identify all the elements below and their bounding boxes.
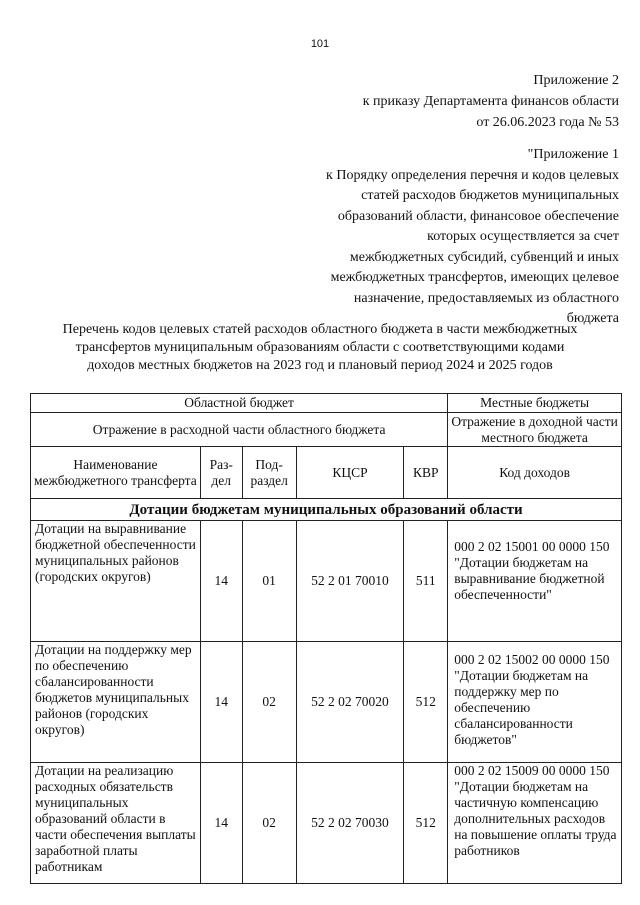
subsection-cell: 01: [242, 521, 296, 642]
order-line: межбюджетных трансфертов, имеющих целевое: [330, 270, 619, 285]
appendix-line-2: к приказу Департамента финансов области: [362, 94, 619, 109]
column-header-income-code: Код доходов: [448, 447, 622, 499]
subsection-cell: 02: [242, 642, 296, 763]
order-line: бюджета: [566, 311, 619, 326]
order-line: которых осуществляется за счет: [427, 229, 619, 244]
header-regional-expense: Отражение в расходной части областного бюджета: [31, 413, 448, 447]
order-line: к Порядку определения перечня и кодов целевых: [326, 167, 619, 183]
income-code-cell: 000 2 02 15009 00 0000 150 "Дотации бюджетам на частичную компенсацию дополнительных расходов на повышение оплаты труда работников: [448, 763, 622, 884]
header-local-income: Отражение в доходной части местного бюджета: [448, 413, 622, 447]
column-header-name: Наименование межбюджетного трансферта: [31, 447, 201, 499]
section-cell: 14: [200, 763, 242, 884]
kvr-cell: 512: [404, 642, 448, 763]
column-header-subsection: Под-раздел: [242, 447, 296, 499]
order-reference: [259, 145, 619, 330]
column-header-section: Раз-дел: [200, 447, 242, 499]
document-title: [20, 321, 620, 375]
page-number: 101: [310, 38, 330, 50]
subsection-cell: 02: [242, 763, 296, 884]
title-line: доходов местных бюджетов на 2023 год и плановый период 2024 и 2025 годов: [87, 358, 553, 373]
kcsr-cell: 52 2 02 70030: [296, 763, 404, 884]
table-row: [31, 521, 622, 642]
transfer-name: Дотации на выравнивание бюджетной обеспеченности муниципальных районов (городских округов): [31, 521, 201, 642]
kvr-cell: 511: [404, 521, 448, 642]
order-line: образований области, финансовое обеспечение: [337, 208, 619, 224]
kcsr-cell: 52 2 02 70020: [296, 642, 404, 763]
budget-codes-table: [30, 393, 622, 884]
appendix-line-3: от 26.06.2023 года № 53: [476, 115, 619, 130]
column-header-kcsr: КЦСР: [296, 447, 404, 499]
table-row: [31, 642, 622, 763]
title-line: трансфертов муниципальным образованиям области с соответствующими кодами: [75, 340, 565, 355]
appendix-line-1: Приложение 2: [533, 73, 619, 88]
transfer-name: Дотации на реализацию расходных обязательств муниципальных образований области в части обеспечения выплаты заработной платы работникам: [31, 763, 201, 884]
section-title: Дотации бюджетам муниципальных образований области: [31, 499, 622, 521]
header-local-budgets: Местные бюджеты: [448, 394, 622, 413]
income-code-cell: 000 2 02 15001 00 0000 150 "Дотации бюджетам на выравнивание бюджетной обеспеченности": [448, 521, 622, 642]
kcsr-cell: 52 2 01 70010: [296, 521, 404, 642]
appendix-header: [259, 70, 619, 133]
order-line: назначение, предоставляемых из областного: [353, 290, 619, 306]
income-code-cell: 000 2 02 15002 00 0000 150 "Дотации бюджетам на поддержку мер по обеспечению сбалансированности бюджетов": [448, 642, 622, 763]
kvr-cell: 512: [404, 763, 448, 884]
header-regional-budget: Областной бюджет: [31, 394, 448, 413]
order-line: статей расходов бюджетов муниципальных: [361, 188, 619, 203]
column-header-kvr: КВР: [404, 447, 448, 499]
transfer-name: Дотации на поддержку мер по обеспечению сбалансированности бюджетов муниципальных районов (городских округов): [31, 642, 201, 763]
title-line: Перечень кодов целевых статей расходов областного бюджета в части межбюджетных: [62, 322, 578, 337]
order-line: "Приложение 1: [527, 147, 619, 162]
order-line: межбюджетных субсидий, субвенций и иных: [349, 249, 619, 265]
section-cell: 14: [200, 642, 242, 763]
table-row: [31, 763, 622, 884]
section-cell: 14: [200, 521, 242, 642]
